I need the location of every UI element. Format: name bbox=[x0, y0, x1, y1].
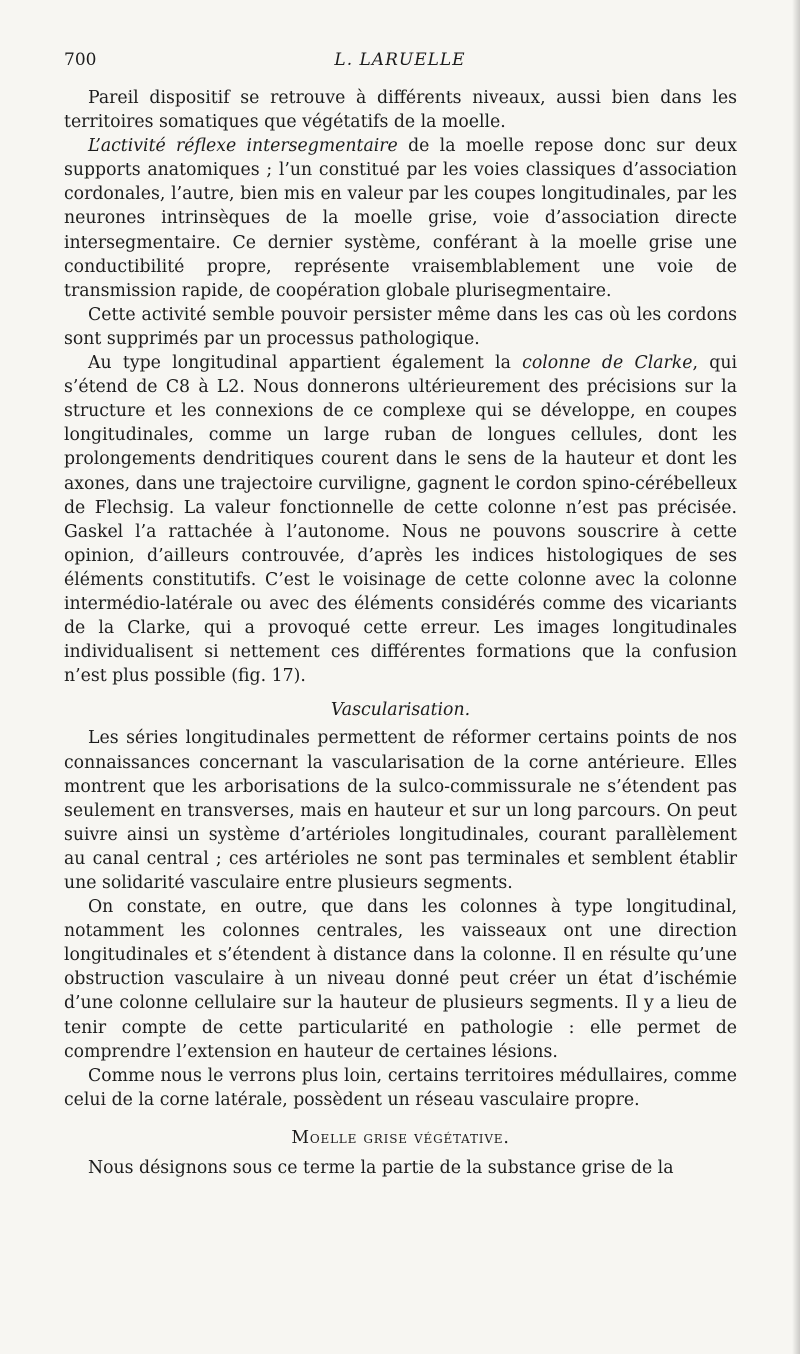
paragraph: Comme nous le verrons plus loin, certains territoires médullaires, comme celui de la corne latérale, possèdent un réseau vasculaire propre. bbox=[64, 1065, 737, 1110]
paragraph-text: Au type longitudinal appartient également la bbox=[88, 353, 523, 374]
paragraph-text: , qui s’étend de C8 à L2. Nous donnerons ultérieurement des précisions sur la structure et les connexions de ce complexe qui se développe, en coupes longitudinales, comme un large ruban de longues cellules, dont les prolongements dendritiques courent dans le sens de la hauteur et dont les axones, dans une trajectoire curviligne, gagnent le cordon spino-cérébelleux de Flechsig. La valeur fonctionnelle de cette colonne n’est pas précisée. Gaskel l’a rattachée à l’autonome. Nous ne pouvons souscrire à cette opinion, d’ailleurs controuvée, d’après les indices histologiques de ses éléments constitutifs. C’est le voisinage de cette colonne avec la colonne intermédio-latérale ou avec des éléments considérés comme des vicariants de la Clarke, qui a provoqué cette erreur. Les images longitudinales individualisent si nettement ces différentes formations que la confusion n’est plus possible (fig. 17). bbox=[64, 353, 738, 687]
page-edge-shadow bbox=[792, 0, 800, 1354]
page-number: 700 bbox=[64, 50, 97, 70]
running-title: L. LARUELLE bbox=[334, 50, 466, 70]
paragraph bbox=[64, 134, 737, 303]
paragraph bbox=[64, 351, 737, 688]
paragraph: Nous désignons sous ce terme la partie de la substance grise de la bbox=[88, 1158, 674, 1179]
paragraph: On constate, en outre, que dans les colonnes à type longitudinal, notamment les colonnes centrales, les vaisseaux ont une direction longitudinales et s’étendent à distance dans la colonne. Il en résulte qu’une obstruction vasculaire à un niveau donné peut créer un état d’ischémie d’une colonne cellulaire sur la hauteur de plusieurs segments. Il y a lieu de tenir compte de cette particularité en pathologie : elle permet de comprendre l’extension en hauteur de certaines lésions. bbox=[64, 897, 737, 1062]
italic-term: L’activité réflexe intersegmentaire bbox=[88, 136, 398, 157]
italic-term: colonne de Clarke bbox=[522, 353, 693, 374]
paragraph: Les séries longitudinales permettent de réformer certains points de nos connaissances concernant la vascularisation de la corne antérieure. Elles montrent que les arborisations de la sulco-commissurale ne s’étendent pas seulement en transverses, mais en hauteur et sur un long parcours. On peut suivre ainsi un système d’artérioles longitudinales, courant parallèlement au canal central ; ces artérioles ne sont pas terminales et semblent établir une solidarité vasculaire entre plusieurs segments. bbox=[64, 728, 737, 893]
body-text bbox=[64, 86, 737, 1180]
section-heading-moelle-grise: Moelle grise végétative. bbox=[291, 1127, 510, 1148]
paragraph: Cette activité semble pouvoir persister même dans les cas où les cordons sont supprimés par un processus pathologique. bbox=[64, 304, 737, 349]
section-heading-vascularisation: Vascularisation. bbox=[330, 700, 471, 721]
paragraph: Pareil dispositif se retrouve à différents niveaux, aussi bien dans les territoires somatiques que végétatifs de la moelle. bbox=[64, 88, 737, 133]
paragraph-text: de la moelle repose donc sur deux supports anatomiques ; l’un constitué par les voies classiques d’association cordonales, l’autre, bien mis en valeur par les coupes longitudinales, par les neurones intrinsèques de la moelle grise, voie d’association directe intersegmentaire. Ce dernier système, conférant à la moelle grise une conductibilité propre, représente vraisemblablement une voie de transmission rapide, de coopération globale plurisegmentaire. bbox=[64, 136, 737, 301]
page-header bbox=[64, 50, 736, 74]
